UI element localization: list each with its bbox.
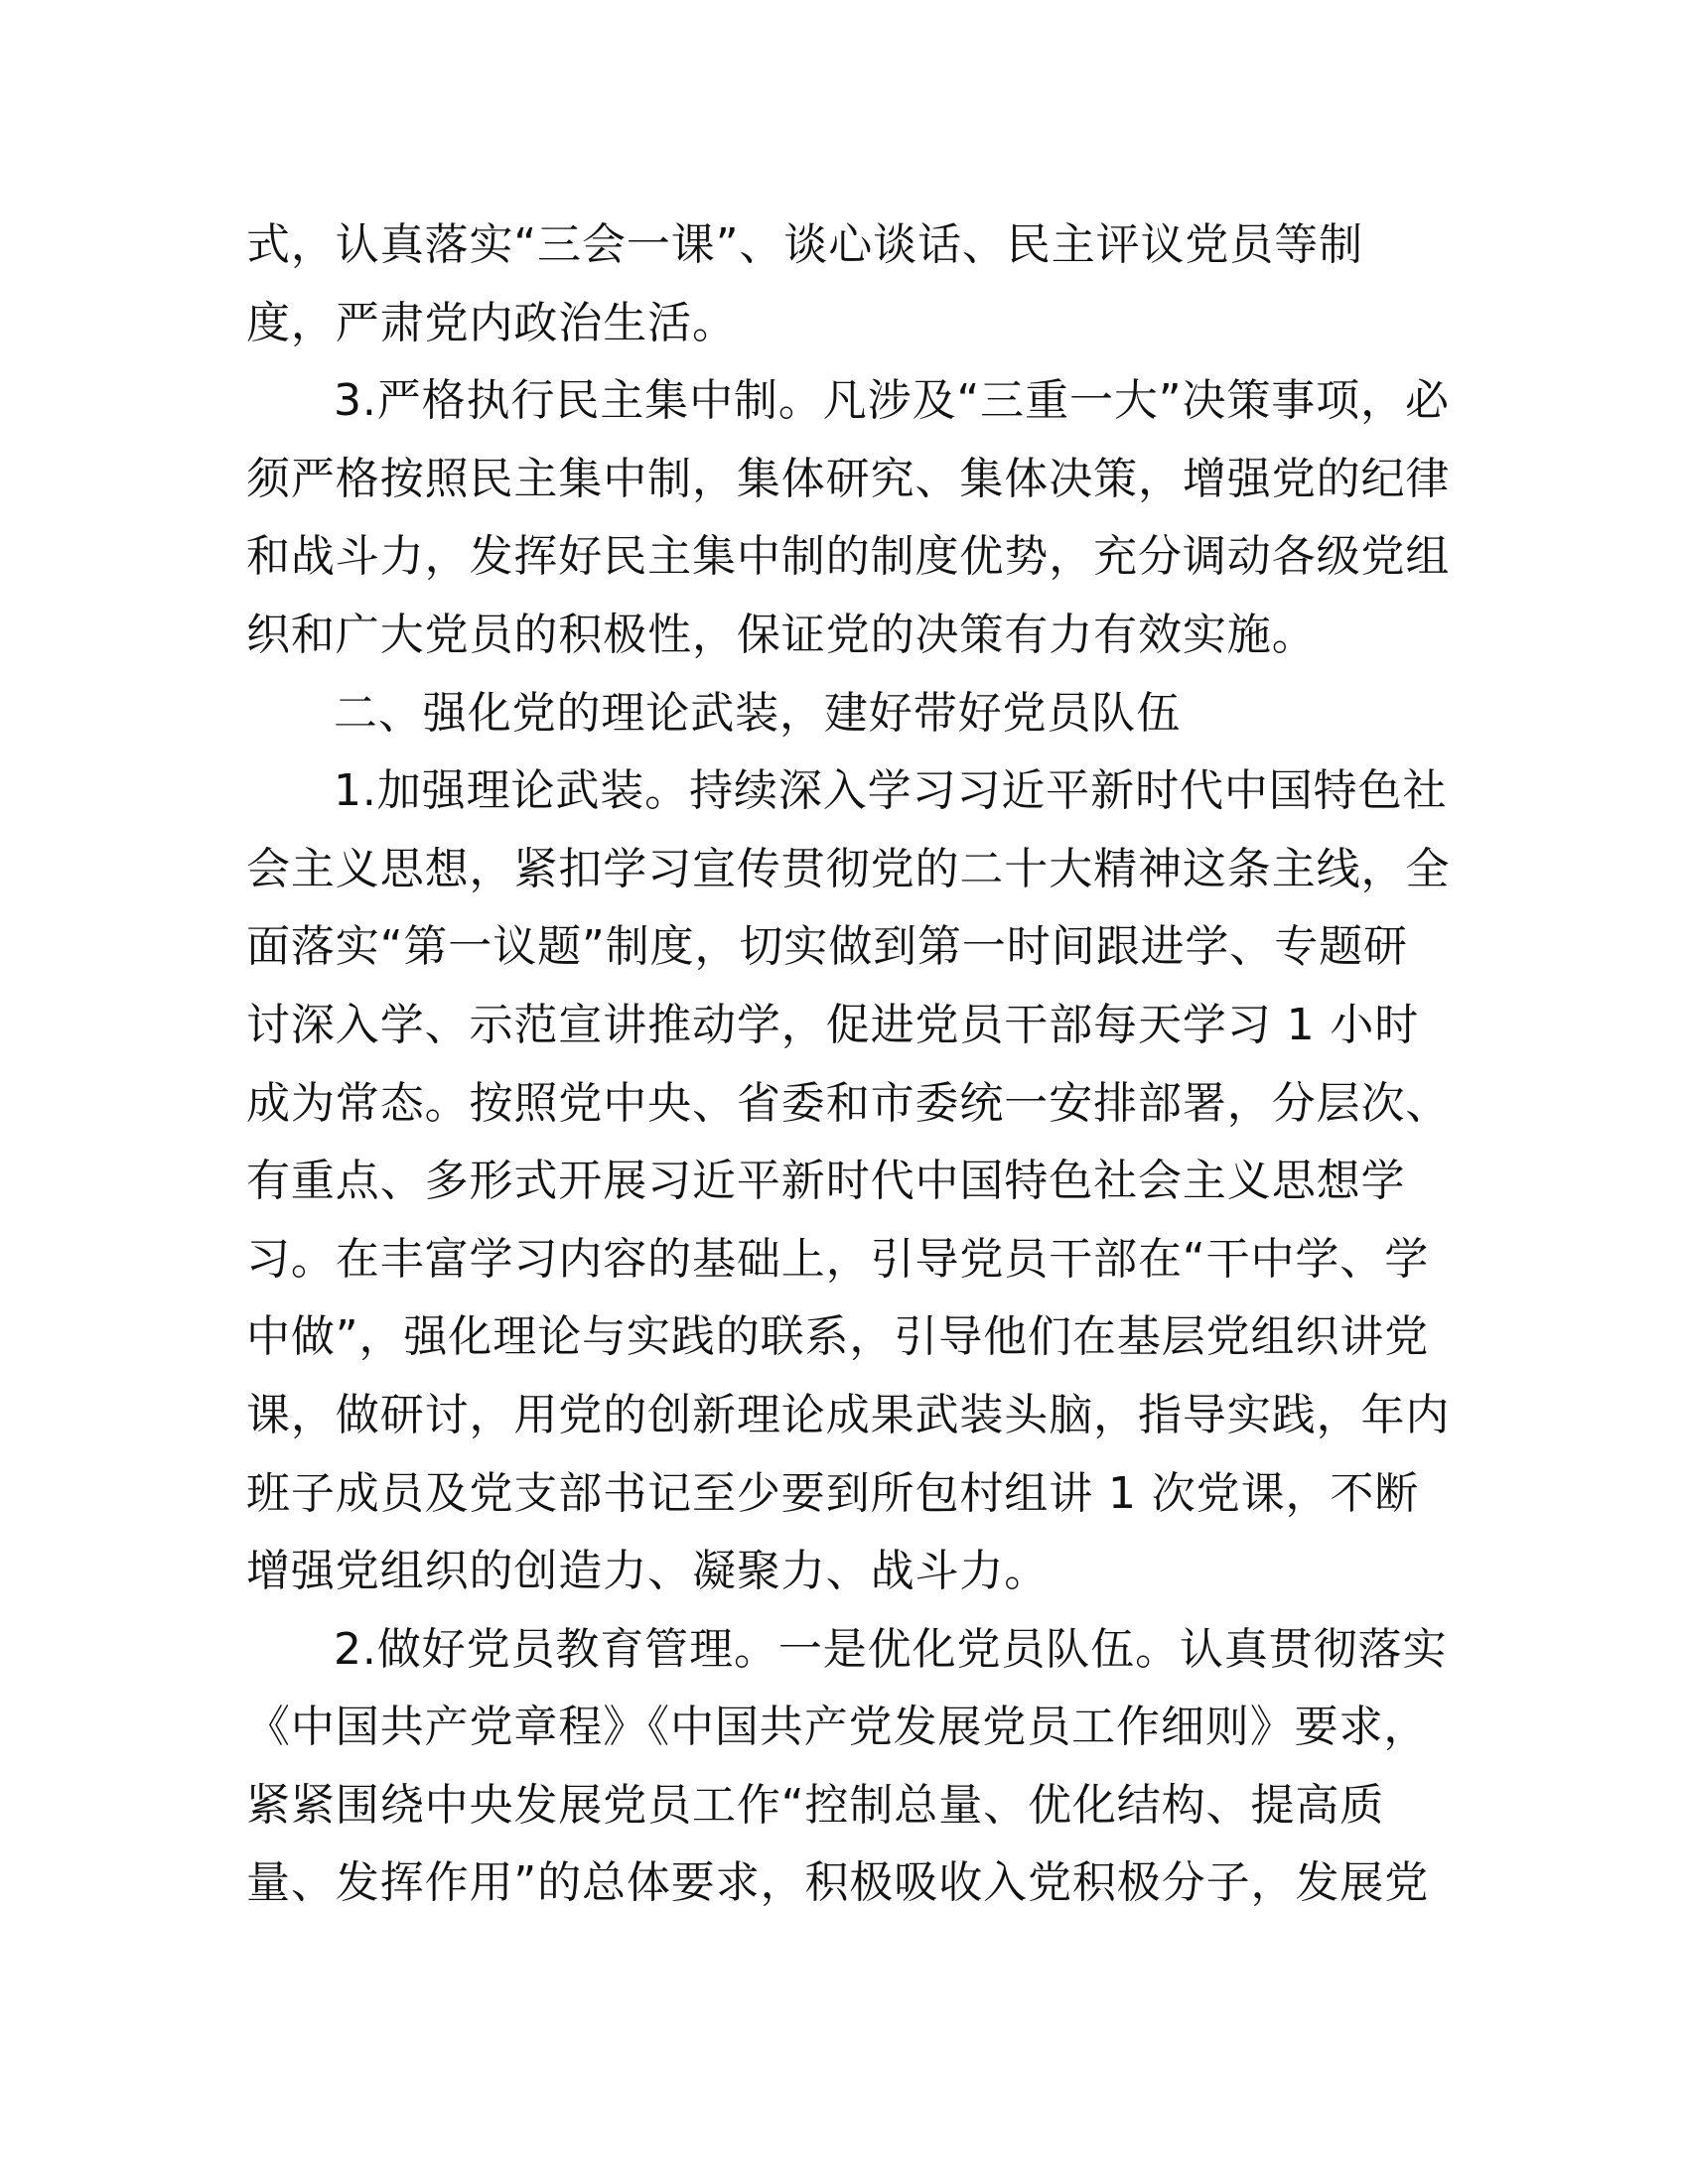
text-line: 紧紧围绕中央发展党员工作“控制总量、优化结构、提高质 [246, 1779, 1385, 1831]
text-line: 量、发挥作用”的总体要求，积极吸收入党积极分子，发展党 [246, 1857, 1430, 1909]
text-line: 织和广大党员的积极性，保证党的决策有力有效实施。 [246, 609, 1317, 660]
text-line: 度，严肃党内政治生活。 [246, 297, 737, 348]
text-line: 3.严格执行民主集中制。凡涉及“三重一大”决策事项，必 [334, 375, 1450, 427]
section-heading-2 [246, 675, 1438, 753]
text-line: 式，认真落实“三会一课”、谈心谈话、民主评议党员等制 [246, 219, 1363, 270]
text-line: 习。在丰富学习内容的基础上，引导党员干部在“干中学、学 [246, 1233, 1430, 1285]
para-continuation [246, 206, 1438, 362]
text-line: 《中国共产党章程》《中国共产党发展党员工作细则》要求， [246, 1702, 1429, 1753]
text-line: 须严格按照民主集中制，集体研究、集体决策，增强党的纪律 [246, 453, 1451, 504]
para-item-3-democratic-centralism [246, 362, 1451, 674]
text-line: 会主义思想，紧扣学习宣传贯彻党的二十大精神这条主线，全 [246, 843, 1451, 894]
text-line: 增强党组织的创造力、凝聚力、战斗力。 [246, 1546, 1050, 1597]
text-line: 成为常态。按照党中央、省委和市委统一安排部署，分层次、 [246, 1077, 1451, 1129]
para-item-2-member-management [246, 1611, 1448, 1923]
text-line: 班子成员及党支部书记至少要到所包村组讲 1 次党课，不断 [246, 1467, 1420, 1519]
text-line: 有重点、多形式开展习近平新时代中国特色社会主义思想学 [246, 1156, 1406, 1207]
text-line: 讨深入学、示范宣讲推动学，促进党员干部每天学习 1 小时 [246, 999, 1420, 1050]
heading-text: 二、强化党的理论武装，建好带好党员队伍 [334, 687, 1182, 739]
text-line: 1.加强理论武装。持续深入学习习近平新时代中国特色社 [334, 765, 1448, 817]
para-item-1-theory [246, 752, 1451, 1611]
text-line: 面落实“第一议题”制度，切实做到第一时间跟进学、专题研 [246, 921, 1408, 973]
text-line: 2.做好党员教育管理。一是优化党员队伍。认真贯彻落实 [334, 1623, 1448, 1675]
text-line: 课，做研讨，用党的创新理论成果武装头脑，指导实践，年内 [246, 1389, 1451, 1440]
text-line: 中做”，强化理论与实践的联系，引导他们在基层党组织讲党 [246, 1311, 1430, 1363]
text-line: 和战斗力，发挥好民主集中制的制度优势，充分调动各级党组 [246, 531, 1451, 583]
document-body [246, 206, 1451, 1923]
